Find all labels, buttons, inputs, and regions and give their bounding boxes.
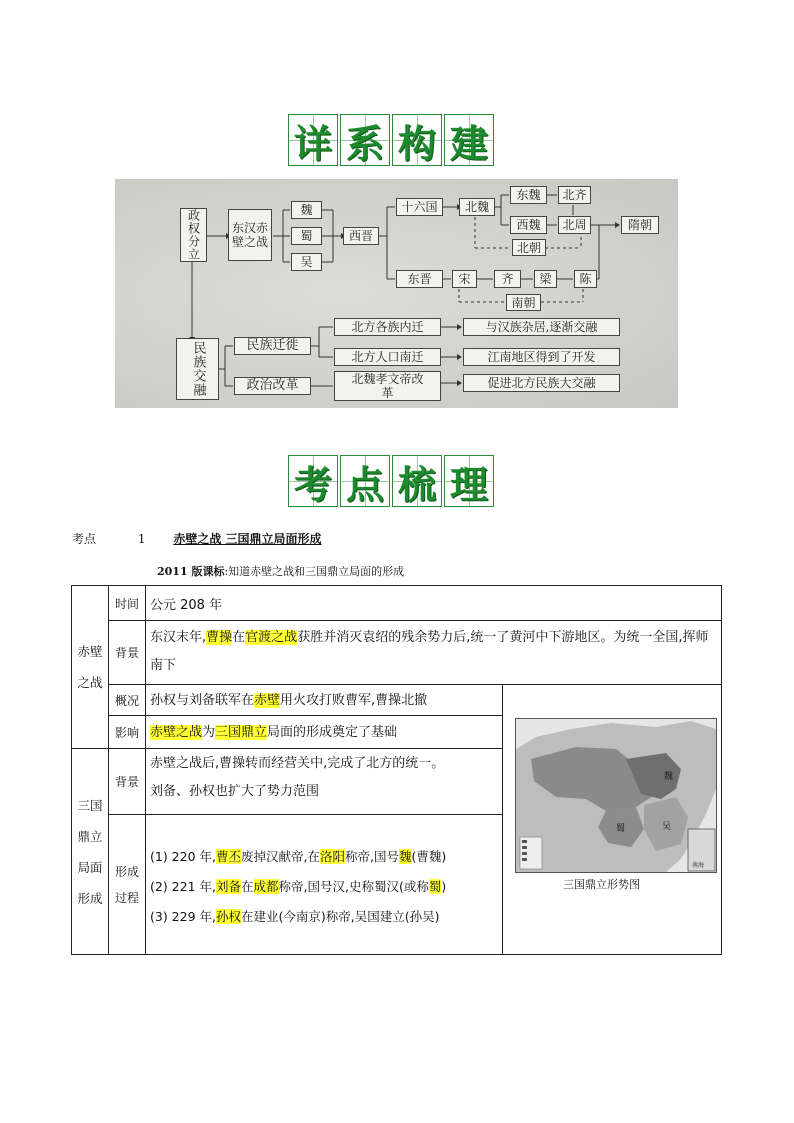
flow-node-zaju: 与汉族杂居,逐渐交融 (463, 318, 620, 336)
flow-node-minzujiaorong: 民族交融 (176, 338, 219, 400)
map-label-wu: 吴 (662, 822, 672, 832)
text-span: (2) 221 年, (150, 879, 216, 894)
flow-node-dongjin: 东晋 (396, 270, 443, 288)
highlight-span: 官渡之战 (245, 630, 298, 645)
banner-char: 考 (288, 455, 338, 507)
label-text: 过程 (114, 890, 139, 905)
text-line: 赤壁之战后,曹操转而经营关中,完成了北方的统一。 (150, 756, 445, 771)
category-chibizhizhan (71, 585, 109, 749)
highlight-span: 孙权 (216, 909, 242, 924)
row-label-impact: 影响 (108, 715, 146, 749)
flow-node-chibizhizhan: 东汉赤壁之战 (228, 209, 272, 261)
flow-node-jiangnan: 江南地区得到了开发 (463, 348, 620, 366)
highlight-span: 蜀 (428, 879, 442, 894)
row-text-background (145, 620, 722, 685)
three-kingdoms-map (515, 718, 717, 873)
banner-char: 建 (444, 114, 494, 166)
text-span: ) (441, 879, 447, 894)
flow-node-nanchao: 南朝 (506, 294, 541, 311)
banner-char: 梳 (392, 455, 442, 507)
flow-node-chen: 陈 (574, 270, 597, 288)
kaodian-label: 考点 (72, 532, 97, 546)
flow-node-beiwei: 北魏 (459, 198, 495, 216)
process-item-1 (150, 842, 498, 872)
text-span: 获胜并消灭袁绍的残余势力后,统一了黄河中下游地区。为统一全国,挥师南下 (150, 630, 709, 673)
row-label-overview: 概况 (108, 684, 146, 716)
label-text: 形成 (114, 864, 139, 879)
kaodian-number: 1 (137, 532, 146, 546)
flow-node-shiliuguo: 十六国 (396, 198, 443, 216)
text-span: 为 (202, 725, 216, 740)
highlight-span: 魏 (399, 849, 412, 864)
map-graphic (516, 719, 716, 872)
map-label-nanhai: 南海 (692, 862, 705, 869)
highlight-span: 刘备 (216, 879, 242, 894)
row-text-impact (145, 715, 503, 749)
text-span: 称帝,国号 (345, 849, 399, 864)
row-text-process (145, 814, 503, 955)
kaodian-heading (72, 530, 322, 547)
flow-node-wu: 吴 (291, 253, 322, 271)
text-span: (1) 220 年, (150, 849, 216, 864)
process-item-3 (150, 902, 498, 932)
flow-node-beizhou: 北周 (558, 216, 591, 234)
highlight-span: 成都 (253, 879, 279, 894)
flow-node-xiwei: 西魏 (510, 216, 547, 234)
section-banner-kaodianshuli (288, 455, 494, 507)
category-text: 局面 (77, 859, 103, 875)
curriculum-standard-text: :知道赤壁之战和三国鼎立局面的形成 (224, 565, 405, 578)
category-text: 形成 (77, 890, 103, 906)
flow-node-beiqi: 北齐 (558, 186, 591, 204)
text-span: 孙权与刘备联军在 (150, 693, 255, 708)
banner-char: 系 (340, 114, 390, 166)
banner-char: 构 (392, 114, 442, 166)
text-span: 东汉末年, (150, 630, 207, 645)
flow-node-xiaowendi: 北魏孝文帝改革 (334, 371, 441, 401)
category-text: 赤壁 (77, 644, 103, 659)
flow-node-beifang-neiqian: 北方各族内迁 (334, 318, 441, 336)
flow-node-cujin: 促进北方民族大交融 (463, 374, 620, 392)
highlight-span: 洛阳 (320, 849, 346, 864)
flow-node-wei: 魏 (291, 201, 322, 219)
highlight-span: 赤壁 (254, 693, 281, 708)
map-caption: 三国鼎立形势图 (563, 878, 640, 891)
text-span: 在建业(今南京)称帝,吴国建立(孙吴) (241, 909, 440, 924)
flow-node-liang: 梁 (534, 270, 557, 288)
text-span: 局面的形成奠定了基础 (267, 725, 398, 740)
flow-node-zhengzhigaige: 政治改革 (234, 377, 311, 395)
category-text: 三国 (77, 797, 103, 813)
highlight-span: 曹操 (206, 630, 233, 645)
kaodian-title: 赤壁之战 三国鼎立局面形成 (173, 532, 322, 546)
section-banner-xitonggoujian (288, 114, 494, 166)
banner-char: 理 (444, 455, 494, 507)
category-sanguodingli (71, 748, 109, 955)
text-span: 称帝,国号汉,史称蜀汉(或称 (278, 879, 429, 894)
row-label-background-2: 背景 (108, 748, 146, 815)
text-span: 在 (241, 879, 254, 894)
knowledge-flowchart (115, 179, 678, 408)
text-span: (3) 229 年, (150, 909, 216, 924)
flow-node-beichao: 北朝 (512, 239, 546, 256)
category-text: 鼎立 (77, 828, 103, 844)
flow-node-minzuqianxi: 民族迁徙 (234, 337, 311, 355)
map-label-shu: 蜀 (616, 824, 626, 834)
text-span: 废掉汉献帝,在 (241, 849, 320, 864)
curriculum-standard (157, 563, 404, 579)
banner-char: 点 (340, 455, 390, 507)
flow-node-qi: 齐 (494, 270, 521, 288)
map-label-wei: 魏 (664, 772, 674, 782)
flow-node-beifang-nanqian: 北方人口南迁 (334, 348, 441, 366)
process-item-2 (150, 872, 498, 902)
row-label-process (108, 814, 146, 955)
text-span: 在 (232, 630, 246, 645)
flow-node-song: 宋 (452, 270, 477, 288)
curriculum-standard-label: 2011 版课标 (157, 565, 225, 578)
row-text-time: 公元 208 年 (145, 585, 722, 621)
row-text-overview (145, 684, 503, 716)
banner-char: 详 (288, 114, 338, 166)
flow-node-shu: 蜀 (291, 227, 322, 245)
row-label-time: 时间 (108, 585, 146, 621)
text-span: (曹魏) (411, 849, 447, 864)
flow-node-suichao: 隋朝 (621, 216, 659, 234)
row-label-background: 背景 (108, 620, 146, 685)
highlight-span: 三国鼎立 (215, 725, 268, 740)
flow-node-zhengquanfenli: 政权分立 (180, 208, 207, 262)
row-text-background-2 (145, 748, 503, 815)
highlight-span: 赤壁之战 (150, 725, 203, 740)
highlight-span: 曹丕 (216, 849, 242, 864)
category-text: 之战 (77, 675, 103, 690)
flow-node-xijin: 西晋 (343, 227, 379, 245)
flow-node-dongwei: 东魏 (510, 186, 547, 204)
text-line: 刘备、孙权也扩大了势力范围 (150, 784, 320, 799)
text-span: 用火攻打败曹军,曹操北撤 (280, 693, 428, 708)
